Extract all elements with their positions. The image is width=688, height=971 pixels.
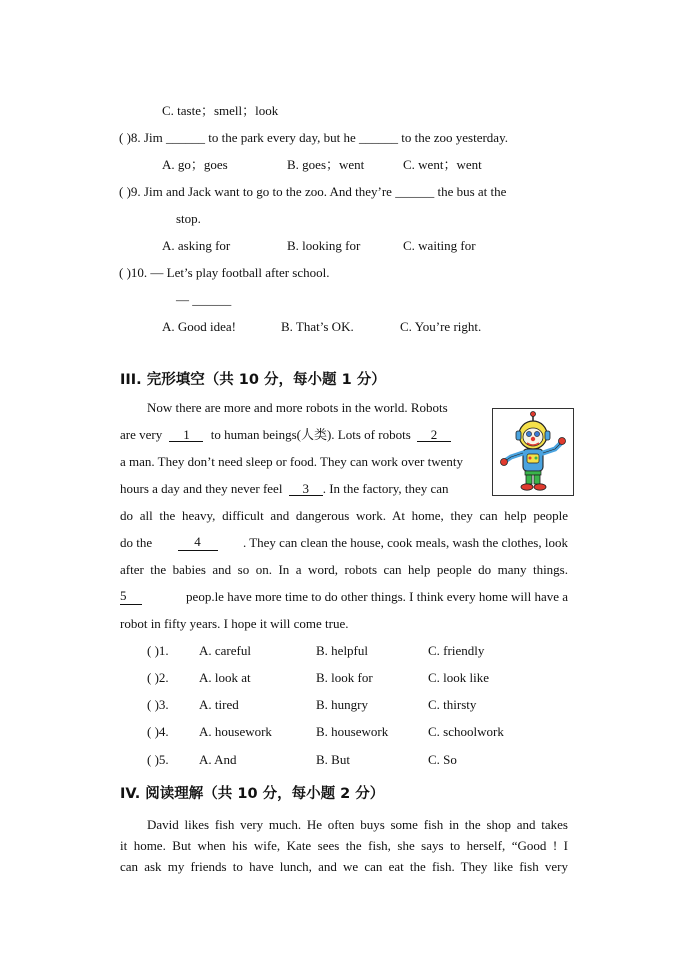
passage-line: a man. They don’t need sleep or food. They can work over twenty: [120, 454, 463, 469]
passage-line: do the 4 . They can clean the house, cook meals, wash the clothes, look: [120, 534, 568, 550]
cloze-question-5-option-c: C. So: [428, 752, 457, 767]
cloze-question-4-option-a: A. housework: [199, 724, 272, 739]
question-number: 9.: [130, 184, 141, 199]
question-stem: the bus at the: [437, 184, 507, 199]
cloze-question-5-option-b: B. But: [316, 752, 350, 767]
cloze-question-2-option-c: C. look like: [428, 670, 490, 685]
section-3-heading: III. 完形填空（共 10 分，每小题 1 分）: [120, 372, 386, 388]
cloze-question-4-number: ( )4.: [147, 724, 169, 739]
cloze-question-3-number: ( )3.: [147, 697, 169, 712]
q7-option-c: C. taste；smell；look: [162, 103, 279, 118]
question-stem: Jim and Jack want to go to the zoo. And they’re: [143, 184, 392, 199]
cloze-blank-5: 5: [120, 589, 142, 605]
robot-picture: [492, 408, 574, 496]
passage-line: 5 peop.le have more time to do other things. I think every home will have a: [120, 588, 568, 604]
cloze-question-5-number: ( )5.: [147, 752, 169, 767]
cloze-question-2-option-a: A. look at: [199, 670, 251, 685]
question-stem: to the zoo yesterday.: [401, 130, 508, 145]
answer-paren: ( ): [119, 130, 131, 145]
answer-blank: ______: [359, 130, 398, 145]
passage-line: robot in fifty years. I hope it will come true.: [120, 616, 349, 631]
question-9-continued: stop.: [176, 211, 201, 226]
question-10-reply: [176, 292, 231, 308]
cloze-blank-3: 3: [289, 482, 323, 496]
passage-line: do all the heavy, difficult and dangerous work. At home, they can help people: [120, 508, 568, 523]
answer-blank: ______: [192, 292, 232, 307]
question-stem: — Let’s play football after school.: [150, 265, 330, 280]
q8-option-b: B. goes；went: [287, 157, 365, 172]
passage-line: hours a day and they never feel 3 . In the factory, they can: [120, 481, 449, 496]
passage-line: Now there are more and more robots in the world. Robots: [147, 400, 448, 415]
cloze-question-3-option-a: A. tired: [199, 697, 239, 712]
q9-option-a: A. asking for: [162, 238, 231, 253]
cloze-question-3-option-c: C. thirsty: [428, 697, 477, 712]
q9-option-b: B. looking for: [287, 238, 361, 253]
question-8: [119, 130, 508, 146]
answer-paren: ( ): [119, 184, 131, 199]
section-4-heading: IV. 阅读理解（共 10 分，每小题 2 分）: [120, 786, 385, 802]
reading-line: can ask my friends to have lunch, and we can eat the fish. They like fish very: [120, 859, 568, 874]
question-10: [119, 265, 329, 281]
q8-option-c: C. went；went: [403, 157, 482, 172]
q10-option-c: C. You’re right.: [400, 319, 482, 334]
cloze-question-4-option-b: B. housework: [316, 724, 389, 739]
cloze-question-1-number: ( )1.: [147, 643, 169, 658]
answer-paren: ( ): [119, 265, 131, 280]
cloze-question-1-option-a: A. careful: [199, 643, 251, 658]
q10-option-b: B. That’s OK.: [281, 319, 354, 334]
question-stem: Jim: [143, 130, 163, 145]
cloze-question-1-option-b: B. helpful: [316, 643, 368, 658]
answer-blank: ______: [395, 184, 435, 199]
question-number: 10.: [130, 265, 148, 280]
passage-line: after the babies and so on. In a word, robots can help people do many things.: [120, 562, 568, 577]
reading-line: David likes fish very much. He often buys some fish in the shop and takes: [147, 817, 568, 832]
passage-line: are very 1 to human beings(人类). Lots of robots 2: [120, 427, 451, 443]
cloze-question-2-option-b: B. look for: [316, 670, 373, 685]
q10-option-a: A. Good idea!: [162, 319, 237, 334]
reading-line: it home. But when his wife, Kate sees the fish, she says to herself, “Good ! I: [120, 838, 568, 853]
question-stem: to the park every day, but he: [208, 130, 356, 145]
question-9: [119, 184, 506, 200]
cloze-question-1-option-c: C. friendly: [428, 643, 485, 658]
answer-blank: ______: [165, 130, 205, 145]
q8-option-a: A. go；goes: [162, 157, 228, 172]
q9-option-c: C. waiting for: [403, 238, 476, 253]
cloze-blank-2: 2: [417, 428, 451, 442]
cloze-question-5-option-a: A. And: [199, 752, 237, 767]
robot-icon: [493, 409, 573, 495]
question-number: 8.: [130, 130, 141, 145]
cloze-question-3-option-b: B. hungry: [316, 697, 368, 712]
reply-dash: —: [176, 292, 189, 307]
cloze-question-4-option-c: C. schoolwork: [428, 724, 504, 739]
cloze-question-2-number: ( )2.: [147, 670, 169, 685]
cloze-blank-4: 4: [178, 535, 218, 551]
cloze-blank-1: 1: [169, 428, 203, 442]
